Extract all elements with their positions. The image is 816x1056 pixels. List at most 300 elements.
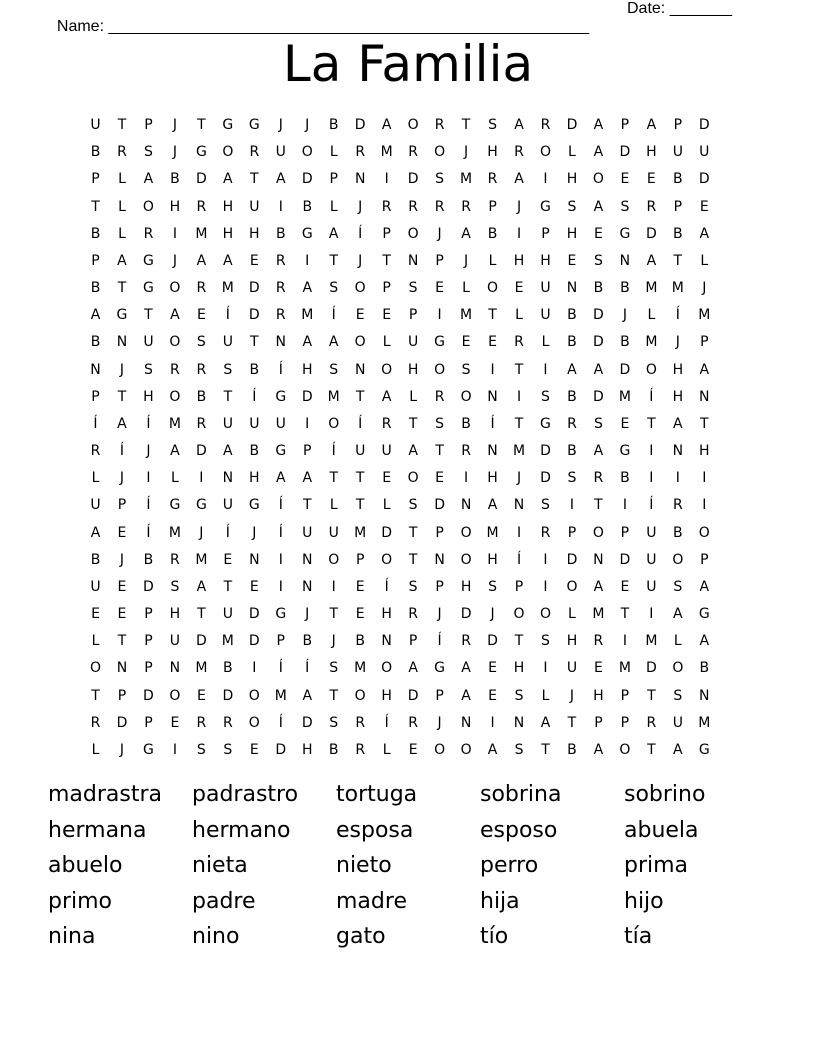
grid-letter: D (143, 687, 154, 704)
grid-letter: A (699, 225, 710, 242)
grid-letter: O (513, 606, 525, 623)
grid-letter: A (223, 443, 233, 460)
grid-letter: P (620, 687, 630, 704)
grid-letter: I (464, 470, 469, 487)
word-bank-item: padre (192, 888, 256, 914)
grid-letter: B (593, 280, 604, 297)
grid-letter: N (354, 361, 366, 378)
grid-letter: R (408, 144, 418, 161)
grid-letter: Í (93, 415, 98, 432)
grid-letter: S (329, 361, 339, 378)
word-bank-item: madrastra (48, 782, 163, 807)
grid-letter: S (408, 578, 418, 595)
grid-letter: P (408, 633, 418, 650)
grid-letter: T (408, 551, 418, 568)
grid-letter: B (328, 741, 339, 758)
grid-letter: O (539, 144, 551, 161)
grid-letter: T (197, 606, 206, 623)
grid-letter: U (699, 144, 710, 161)
grid-letter: E (488, 660, 497, 677)
grid-letter: T (408, 415, 418, 432)
word-bank-item: nina (48, 924, 96, 949)
word-bank-item: sobrino (624, 782, 706, 807)
grid-letter: R (170, 551, 180, 568)
grid-letter: T (302, 497, 312, 514)
grid-letter: P (620, 117, 630, 133)
grid-letter: S (143, 361, 153, 378)
grid-letter: E (223, 551, 233, 568)
grid-letter: N (487, 443, 498, 460)
grid-letter: A (593, 361, 604, 378)
grid-letter: L (541, 334, 550, 351)
grid-letter: Í (384, 714, 389, 731)
grid-letter: A (170, 443, 180, 460)
word-bank-item: primo (48, 888, 113, 914)
grid-letter: R (90, 443, 101, 460)
grid-letter: I (543, 361, 548, 378)
grid-letter: P (144, 714, 153, 731)
grid-letter: E (408, 741, 418, 758)
grid-letter: R (646, 714, 657, 731)
grid-letter: R (672, 497, 683, 514)
grid-letter: O (698, 524, 710, 541)
grid-letter: B (249, 361, 260, 378)
grid-letter: U (143, 334, 154, 351)
grid-letter: D (593, 307, 604, 324)
grid-letter: Í (278, 361, 283, 378)
grid-letter: M (698, 307, 711, 324)
grid-letter: P (117, 497, 127, 514)
grid-letter: R (408, 714, 418, 731)
grid-letter: R (275, 280, 286, 297)
grid-letter: B (673, 524, 683, 541)
grid-letter: P (488, 198, 497, 215)
grid-letter: N (116, 660, 128, 677)
grid-letter: N (90, 361, 101, 378)
grid-letter: S (488, 117, 497, 133)
grid-letter: O (169, 334, 181, 351)
grid-letter: L (568, 606, 576, 623)
grid-letter: S (514, 741, 524, 758)
grid-letter: N (434, 551, 445, 568)
grid-letter: U (90, 578, 101, 595)
grid-letter: G (540, 415, 551, 432)
grid-letter: O (619, 741, 631, 758)
grid-letter: N (672, 443, 684, 460)
grid-letter: B (567, 307, 577, 324)
grid-letter: A (408, 443, 418, 460)
grid-letter: A (223, 252, 233, 269)
grid-letter: E (355, 307, 365, 324)
grid-letter: H (249, 225, 260, 242)
grid-letter: E (567, 252, 577, 269)
grid-letter: O (434, 144, 446, 161)
word-bank-item: nieta (192, 853, 248, 878)
grid-letter: S (488, 578, 497, 595)
grid-letter: R (434, 388, 445, 405)
word-bank-item: gato (336, 924, 386, 949)
grid-letter: R (196, 714, 207, 731)
grid-letter: D (195, 171, 207, 188)
grid-letter: N (302, 578, 313, 595)
grid-letter: U (646, 551, 657, 568)
grid-letter: I (516, 388, 522, 405)
grid-letter: B (249, 443, 260, 460)
grid-letter: T (488, 307, 497, 324)
grid-letter: S (329, 280, 339, 297)
grid-letter: B (302, 198, 313, 215)
grid-letter: H (487, 470, 498, 487)
grid-letter: A (593, 198, 604, 215)
grid-letter: R (143, 225, 154, 242)
grid-letter: T (567, 714, 577, 731)
grid-letter: U (566, 660, 578, 677)
grid-letter: S (223, 741, 233, 758)
grid-letter: A (567, 361, 577, 378)
grid-letter: I (622, 633, 627, 650)
grid-letter: E (620, 578, 630, 595)
grid-letter: S (408, 280, 418, 297)
grid-letter: A (461, 687, 471, 704)
grid-letter: D (566, 117, 578, 133)
grid-letter: E (196, 307, 206, 324)
grid-letter: E (620, 415, 630, 432)
grid-letter: N (699, 687, 710, 704)
grid-letter: G (116, 307, 128, 324)
grid-letter: A (673, 741, 683, 758)
grid-letter: D (593, 334, 604, 351)
grid-letter: A (143, 171, 154, 188)
grid-letter: E (435, 280, 445, 297)
grid-letter: M (486, 524, 499, 541)
grid-letter: O (381, 551, 393, 568)
grid-letter: U (646, 524, 657, 541)
grid-letter: B (170, 171, 180, 188)
word-bank-item: abuela (624, 817, 699, 843)
grid-letter: L (382, 334, 391, 351)
grid-letter: J (119, 470, 125, 487)
grid-letter: L (700, 252, 709, 269)
grid-letter: A (117, 252, 127, 269)
grid-letter: D (698, 171, 710, 188)
grid-letter: I (649, 443, 654, 460)
grid-letter: R (514, 144, 524, 161)
grid-letter: R (514, 334, 524, 351)
grid-letter: I (278, 198, 283, 215)
grid-letter: S (593, 415, 603, 432)
grid-letter: M (380, 144, 393, 161)
grid-letter: N (513, 497, 525, 514)
grid-letter: O (460, 524, 472, 541)
grid-letter: H (222, 198, 234, 215)
grid-letter: Í (225, 307, 230, 324)
grid-letter: L (91, 470, 100, 487)
grid-letter: R (275, 252, 286, 269)
grid-letter: S (435, 171, 445, 188)
grid-letter: I (649, 470, 654, 487)
grid-letter: S (143, 144, 153, 161)
grid-letter: O (89, 660, 102, 677)
grid-letter: J (199, 524, 204, 541)
grid-letter: N (593, 551, 604, 568)
grid-letter: G (248, 497, 260, 514)
grid-letter: D (593, 388, 604, 405)
grid-letter: H (249, 470, 260, 487)
grid-letter: J (358, 198, 363, 215)
grid-letter: I (305, 415, 310, 432)
grid-letter: R (196, 198, 207, 215)
grid-letter: L (382, 741, 391, 758)
grid-letter: M (592, 606, 605, 623)
grid-letter: J (464, 144, 469, 161)
grid-letter: J (305, 606, 310, 623)
grid-letter: D (222, 687, 234, 704)
grid-letter: Í (119, 443, 125, 460)
grid-letter: B (461, 415, 471, 432)
grid-letter: B (90, 334, 101, 351)
grid-letter: G (275, 443, 287, 460)
grid-letter: L (541, 687, 550, 704)
grid-letter: T (408, 524, 418, 541)
grid-letter: D (460, 606, 472, 623)
grid-letter: A (593, 443, 604, 460)
grid-letter: P (620, 524, 630, 541)
word-bank-item: prima (624, 853, 689, 878)
grid-letter: E (461, 334, 471, 351)
grid-letter: Í (358, 415, 363, 432)
grid-letter: I (331, 578, 336, 595)
grid-letter: O (407, 470, 419, 487)
grid-letter: I (199, 470, 204, 487)
grid-letter: D (143, 578, 154, 595)
grid-letter: T (91, 687, 100, 704)
grid-letter: R (381, 415, 392, 432)
grid-letter: M (168, 524, 181, 541)
grid-letter: B (673, 225, 683, 242)
grid-letter: P (408, 307, 418, 324)
grid-letter: J (331, 633, 336, 650)
grid-letter: U (302, 524, 313, 541)
grid-letter: T (223, 388, 233, 405)
grid-letter: D (540, 443, 551, 460)
grid-letter: Í (649, 388, 654, 405)
grid-letter: D (248, 307, 260, 324)
grid-letter: J (119, 551, 125, 568)
grid-letter: I (702, 497, 707, 514)
grid-letter: H (301, 361, 313, 378)
grid-letter: O (672, 551, 684, 568)
grid-letter: O (460, 741, 472, 758)
grid-letter: O (672, 660, 684, 677)
grid-letter: H (672, 388, 684, 405)
grid-letter: J (119, 741, 125, 758)
grid-letter: O (222, 144, 234, 161)
grid-letter: Í (146, 497, 151, 514)
grid-letter: B (567, 741, 577, 758)
grid-letter: B (620, 280, 630, 297)
grid-letter: N (566, 280, 578, 297)
grid-letter: S (541, 388, 550, 405)
grid-letter: S (223, 361, 233, 378)
grid-letter: A (170, 307, 180, 324)
grid-letter: U (672, 714, 683, 731)
grid-letter: T (250, 334, 259, 351)
grid-letter: O (434, 361, 446, 378)
grid-letter: P (355, 551, 365, 568)
grid-letter: I (437, 307, 442, 324)
grid-letter: I (490, 361, 495, 378)
grid-letter: S (541, 633, 550, 650)
grid-letter: P (700, 551, 709, 568)
grid-letter: P (303, 443, 312, 460)
word-bank-item: hermana (48, 817, 147, 843)
grid-letter: T (117, 117, 127, 133)
grid-letter: U (672, 144, 683, 161)
grid-letter: R (275, 307, 286, 324)
grid-letter: M (460, 307, 473, 324)
grid-letter: D (619, 361, 631, 378)
grid-letter: D (540, 470, 551, 487)
grid-letter: R (222, 714, 233, 731)
grid-letter: H (381, 606, 392, 623)
grid-letter: I (622, 497, 627, 514)
grid-letter: M (645, 334, 658, 351)
grid-letter: Í (278, 524, 283, 541)
grid-letter: O (592, 171, 604, 188)
grid-letter: P (144, 117, 153, 133)
grid-letter: A (328, 334, 339, 351)
grid-letter: P (435, 252, 444, 269)
grid-letter: G (275, 388, 287, 405)
grid-letter: N (222, 470, 234, 487)
grid-letter: M (618, 388, 631, 405)
grid-letter: N (460, 497, 472, 514)
grid-letter: S (673, 687, 683, 704)
grid-letter: R (540, 117, 551, 133)
grid-letter: H (566, 171, 578, 188)
grid-letter: I (702, 470, 707, 487)
grid-letter: E (620, 171, 630, 188)
grid-letter: G (434, 334, 446, 351)
grid-letter: E (355, 578, 365, 595)
grid-letter: S (408, 497, 418, 514)
grid-letter: N (169, 660, 181, 677)
grid-letter: A (196, 578, 207, 595)
grid-letter: A (487, 497, 498, 514)
grid-letter: B (487, 225, 498, 242)
grid-letter: Í (358, 225, 363, 242)
word-bank-item: hija (480, 888, 520, 914)
grid-letter: O (169, 687, 181, 704)
grid-letter: M (274, 687, 287, 704)
grid-letter: H (540, 252, 551, 269)
grid-letter: L (488, 252, 497, 269)
grid-letter: M (645, 633, 658, 650)
grid-letter: D (354, 117, 366, 133)
grid-letter: D (275, 741, 287, 758)
grid-letter: P (514, 578, 524, 595)
grid-letter: T (700, 415, 709, 432)
grid-letter: S (541, 497, 550, 514)
grid-letter: I (675, 470, 680, 487)
grid-letter: H (407, 361, 419, 378)
grid-letter: G (143, 252, 154, 269)
grid-letter: H (566, 225, 578, 242)
grid-letter: T (117, 388, 127, 405)
grid-letter: S (329, 660, 339, 677)
grid-letter: M (618, 660, 631, 677)
grid-letter: G (248, 117, 260, 133)
grid-letter: M (195, 551, 208, 568)
grid-letter: J (437, 606, 442, 623)
grid-letter: G (619, 443, 631, 460)
grid-letter: M (354, 660, 367, 677)
grid-letter: R (355, 144, 366, 161)
grid-letter: T (329, 252, 338, 269)
grid-letter: U (90, 117, 101, 133)
grid-letter: H (169, 198, 181, 215)
grid-letter: P (329, 171, 338, 188)
grid-letter: E (382, 470, 392, 487)
grid-letter: L (118, 225, 126, 242)
grid-letter: E (249, 741, 259, 758)
grid-letter: B (699, 660, 710, 677)
grid-letter: Í (225, 524, 230, 541)
grid-letter: J (702, 280, 707, 297)
grid-letter: M (195, 660, 208, 677)
grid-letter: R (196, 361, 207, 378)
grid-letter: A (673, 606, 683, 623)
grid-letter: L (329, 144, 338, 161)
grid-letter: P (382, 280, 391, 297)
grid-letter: R (381, 198, 392, 215)
grid-letter: O (434, 741, 446, 758)
grid-letter: G (143, 280, 154, 297)
grid-letter: M (327, 388, 340, 405)
grid-letter: U (169, 633, 181, 650)
grid-letter: P (144, 660, 153, 677)
grid-letter: R (461, 443, 471, 460)
grid-letter: N (275, 334, 287, 351)
grid-letter: H (513, 252, 525, 269)
grid-letter: B (673, 171, 683, 188)
grid-letter: Í (278, 714, 283, 731)
grid-letter: R (196, 280, 207, 297)
grid-letter: E (593, 660, 603, 677)
grid-letter: U (222, 415, 233, 432)
grid-letter: S (567, 198, 577, 215)
grid-letter: T (144, 307, 153, 324)
grid-letter: G (195, 144, 207, 161)
grid-letter: E (382, 307, 392, 324)
grid-letter: P (382, 225, 391, 242)
grid-letter: A (302, 470, 313, 487)
grid-letter: G (698, 741, 710, 758)
grid-letter: A (514, 171, 524, 188)
grid-letter: A (381, 388, 392, 405)
grid-letter: M (221, 633, 234, 650)
grid-letter: T (250, 171, 259, 188)
grid-letter: G (195, 497, 207, 514)
grid-letter: T (382, 252, 391, 269)
grid-letter: T (329, 470, 338, 487)
grid-letter: U (275, 144, 286, 161)
grid-letter: T (329, 606, 338, 623)
grid-letter: D (407, 687, 419, 704)
grid-letter: R (249, 144, 260, 161)
grid-letter: O (328, 551, 340, 568)
grid-letter: H (169, 606, 181, 623)
